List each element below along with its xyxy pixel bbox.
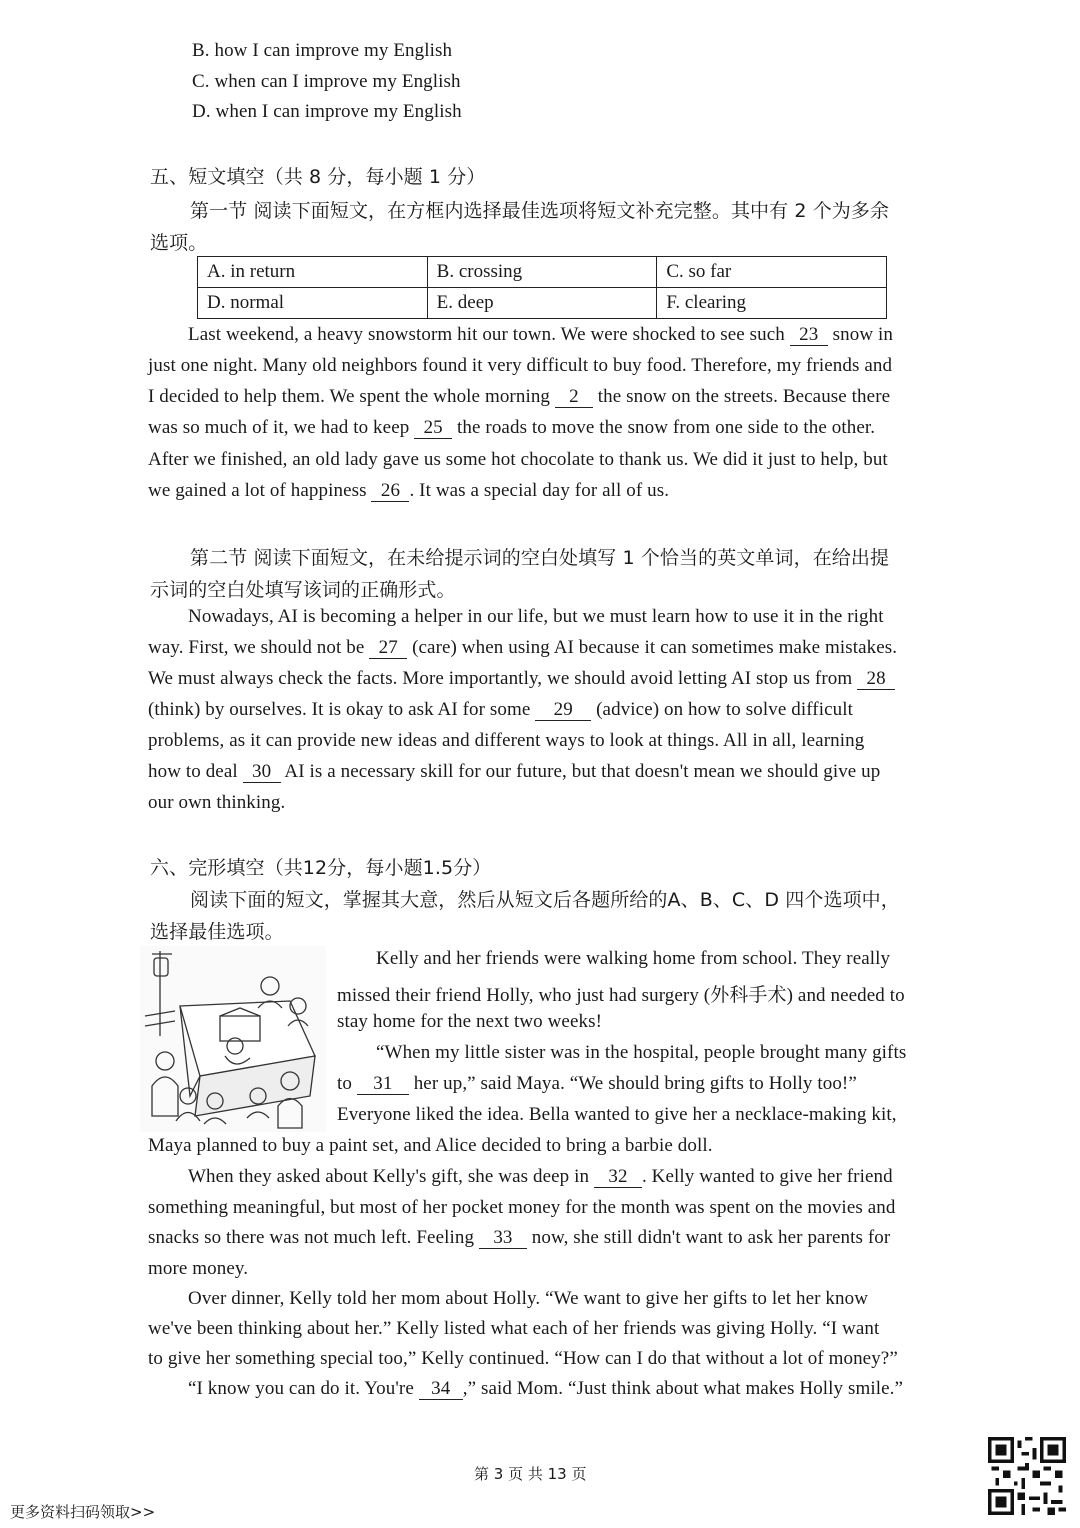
blank-34[interactable]: 34: [419, 1379, 463, 1400]
part1-instruction: 第一节 阅读下面短文，在方框内选择最佳选项将短文补充完整。其中有 2 个为多余: [190, 200, 890, 222]
option-cell: A. in return: [198, 257, 428, 288]
option-cell: E. deep: [427, 288, 657, 319]
text-line: just one night. Many old neighbors found it very difficult to buy food. Therefore, my friends and: [148, 355, 893, 376]
text-line: Kelly and her friends were walking home from school. They really: [376, 948, 891, 969]
page-number: 第 3 页 共 13 页: [474, 1465, 587, 1483]
text-line: After we finished, an old lady gave us some hot chocolate to thank us. We did it just to help, but: [148, 449, 888, 470]
options-box: [197, 256, 887, 319]
text-line: something meaningful, but most of her pocket money for the month was spent on the movies and: [148, 1197, 896, 1218]
text-line: I decided to help them. We spent the whole morning 2 the snow on the streets. Because there: [148, 386, 891, 407]
blank-29[interactable]: 29: [535, 700, 591, 721]
text-line: Nowadays, AI is becoming a helper in our life, but we must learn how to use it in the right: [188, 606, 884, 627]
text-line: how to deal 30 AI is a necessary skill for our future, but that doesn't mean we should give up: [148, 761, 881, 782]
option-cell: F. clearing: [657, 288, 887, 319]
section6-heading: 六、完形填空（共12分，每小题1.5分）: [150, 857, 492, 879]
text-line: we gained a lot of happiness 26 . It was a special day for all of us.: [148, 480, 670, 501]
part2-instruction: 第二节 阅读下面短文，在未给提示词的空白处填写 1 个恰当的英文单词，在给出提: [190, 547, 890, 569]
qr-code-icon[interactable]: [988, 1437, 1066, 1515]
section5-heading: 五、短文填空（共 8 分，每小题 1 分）: [150, 166, 486, 188]
text-line: problems, as it can provide new ideas and different ways to look at things. All in all, learning: [148, 730, 865, 751]
section6-instruction-cont: 选择最佳选项。: [150, 921, 284, 943]
part1-instruction-cont: 选项。: [150, 232, 208, 254]
text-line: we've been thinking about her.” Kelly listed what each of her friends was giving Holly. “I want: [148, 1318, 880, 1339]
blank-26[interactable]: 26: [371, 481, 409, 502]
blank-25[interactable]: 25: [414, 418, 452, 439]
option-cell: B. crossing: [427, 257, 657, 288]
blank-31[interactable]: 31: [357, 1074, 409, 1095]
option-cell: C. so far: [657, 257, 887, 288]
text-line: (think) by ourselves. It is okay to ask AI for some 29 (advice) on how to solve difficult: [148, 699, 853, 720]
option-cell: D. normal: [198, 288, 428, 319]
text-line: to give her something special too,” Kelly continued. “How can I do that without a lot of money?”: [148, 1348, 898, 1369]
option-b: B. how I can improve my English: [192, 40, 453, 61]
part2-instruction-cont: 示词的空白处填写该词的正确形式。: [150, 579, 456, 601]
section6-instruction: 阅读下面的短文，掌握其大意，然后从短文后各题所给的A、B、C、D 四个选项中，: [190, 889, 900, 911]
text-line: Last weekend, a heavy snowstorm hit our town. We were shocked to see such 23 snow in: [188, 324, 893, 345]
text-line: to 31 her up,” said Maya. “We should bring gifts to Holly too!”: [337, 1073, 857, 1094]
option-d: D. when I can improve my English: [192, 101, 462, 122]
text-line: Maya planned to buy a paint set, and Alice decided to bring a barbie doll.: [148, 1135, 713, 1156]
blank-24[interactable]: 2: [555, 387, 593, 408]
blank-32[interactable]: 32: [594, 1167, 642, 1188]
text-line: our own thinking.: [148, 792, 286, 813]
text-line: stay home for the next two weeks!: [337, 1011, 603, 1032]
text-line: Everyone liked the idea. Bella wanted to give her a necklace-making kit,: [337, 1104, 897, 1125]
text-line: more money.: [148, 1258, 249, 1279]
text-line: We must always check the facts. More importantly, we should avoid letting AI stop us from 28: [148, 668, 895, 690]
blank-33[interactable]: 33: [479, 1228, 527, 1249]
text-line: When they asked about Kelly's gift, she was deep in 32 . Kelly wanted to give her friend: [188, 1166, 893, 1187]
text-line: was so much of it, we had to keep 25 the roads to move the snow from one side to the other.: [148, 417, 876, 438]
blank-28[interactable]: 28: [857, 669, 895, 690]
blank-30[interactable]: 30: [243, 762, 281, 783]
text-line: way. First, we should not be 27 (care) when using AI because it can sometimes make mistakes.: [148, 637, 898, 658]
text-line: Over dinner, Kelly told her mom about Holly. “We want to give her gifts to let her know: [188, 1288, 869, 1309]
option-c: C. when can I improve my English: [192, 71, 461, 92]
hospital-illustration: [140, 946, 326, 1132]
more-resources-link[interactable]: 更多资料扫码领取>>: [10, 1503, 156, 1521]
blank-27[interactable]: 27: [369, 638, 407, 659]
text-line: “When my little sister was in the hospital, people brought many gifts: [376, 1042, 907, 1063]
blank-23[interactable]: 23: [790, 325, 828, 346]
text-line: snacks so there was not much left. Feeling 33 now, she still didn't want to ask her parents for: [148, 1227, 891, 1248]
text-line: missed their friend Holly, who just had surgery (外科手术) and needed to: [337, 985, 905, 1006]
text-line: “I know you can do it. You're 34 ,” said Mom. “Just think about what makes Holly smile.”: [188, 1378, 904, 1399]
